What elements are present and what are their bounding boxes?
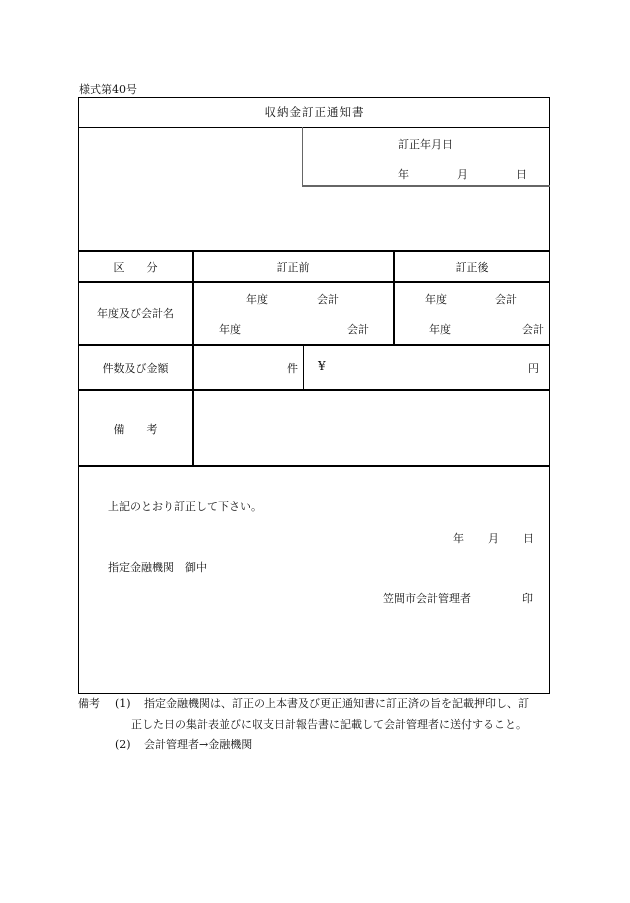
notice-message: 上記のとおり訂正して下さい。 [108, 500, 262, 513]
form-number: 様式第40号 [79, 83, 137, 96]
header-before: 訂正前 [276, 261, 310, 274]
row-remarks-label: 備 考 [113, 423, 158, 436]
note-1-line-2: 正した日の集計表並びに収支日計報告書に記載して会計管理者に送付すること。 [131, 718, 527, 731]
after-nendo-2: 年度 [429, 323, 451, 336]
correction-day: 日 [516, 168, 527, 181]
header-category: 区 分 [113, 261, 158, 274]
after-nendo-1: 年度 [425, 293, 447, 306]
divider [79, 465, 550, 467]
row-count-label: 件数及び金額 [102, 362, 169, 375]
form-title: 収納金訂正通知書 [264, 105, 365, 119]
count-unit: 件 [287, 362, 298, 375]
note-2-text: 会計管理者→金融機関 [144, 738, 253, 751]
correction-year: 年 [398, 168, 409, 181]
sender: 笠間市会計管理者 [383, 592, 471, 605]
amount-unit: 円 [528, 362, 539, 375]
before-nendo-1: 年度 [246, 293, 268, 306]
divider [192, 250, 194, 466]
before-kaikei-1: 会計 [317, 293, 339, 306]
divider [79, 389, 550, 391]
seal-mark: 印 [522, 592, 533, 605]
before-kaikei-2: 会計 [347, 323, 369, 336]
notice-year: 年 [453, 532, 464, 545]
correction-date-label: 訂正年月日 [398, 138, 453, 151]
divider [303, 344, 304, 390]
divider [79, 250, 550, 252]
divider [79, 344, 550, 346]
addressee: 指定金融機関 御中 [108, 561, 207, 574]
before-nendo-2: 年度 [219, 323, 241, 336]
after-kaikei-1: 会計 [495, 293, 517, 306]
notice-month: 月 [488, 532, 499, 545]
after-kaikei-2: 会計 [522, 323, 544, 336]
header-after: 訂正後 [455, 261, 489, 274]
correction-month: 月 [457, 168, 468, 181]
note-2-number: (2) [115, 738, 131, 751]
notes-heading: 備考 [78, 697, 100, 710]
note-1-number: (1) [115, 697, 131, 710]
row-year-label: 年度及び会計名 [97, 307, 174, 320]
yen-mark: ¥ [318, 359, 326, 373]
divider [79, 281, 550, 283]
note-1-line-1: 指定金融機関は、訂正の上本書及び更正通知書に訂正済の旨を記載押印し、訂 [144, 697, 529, 710]
notice-day: 日 [523, 532, 534, 545]
